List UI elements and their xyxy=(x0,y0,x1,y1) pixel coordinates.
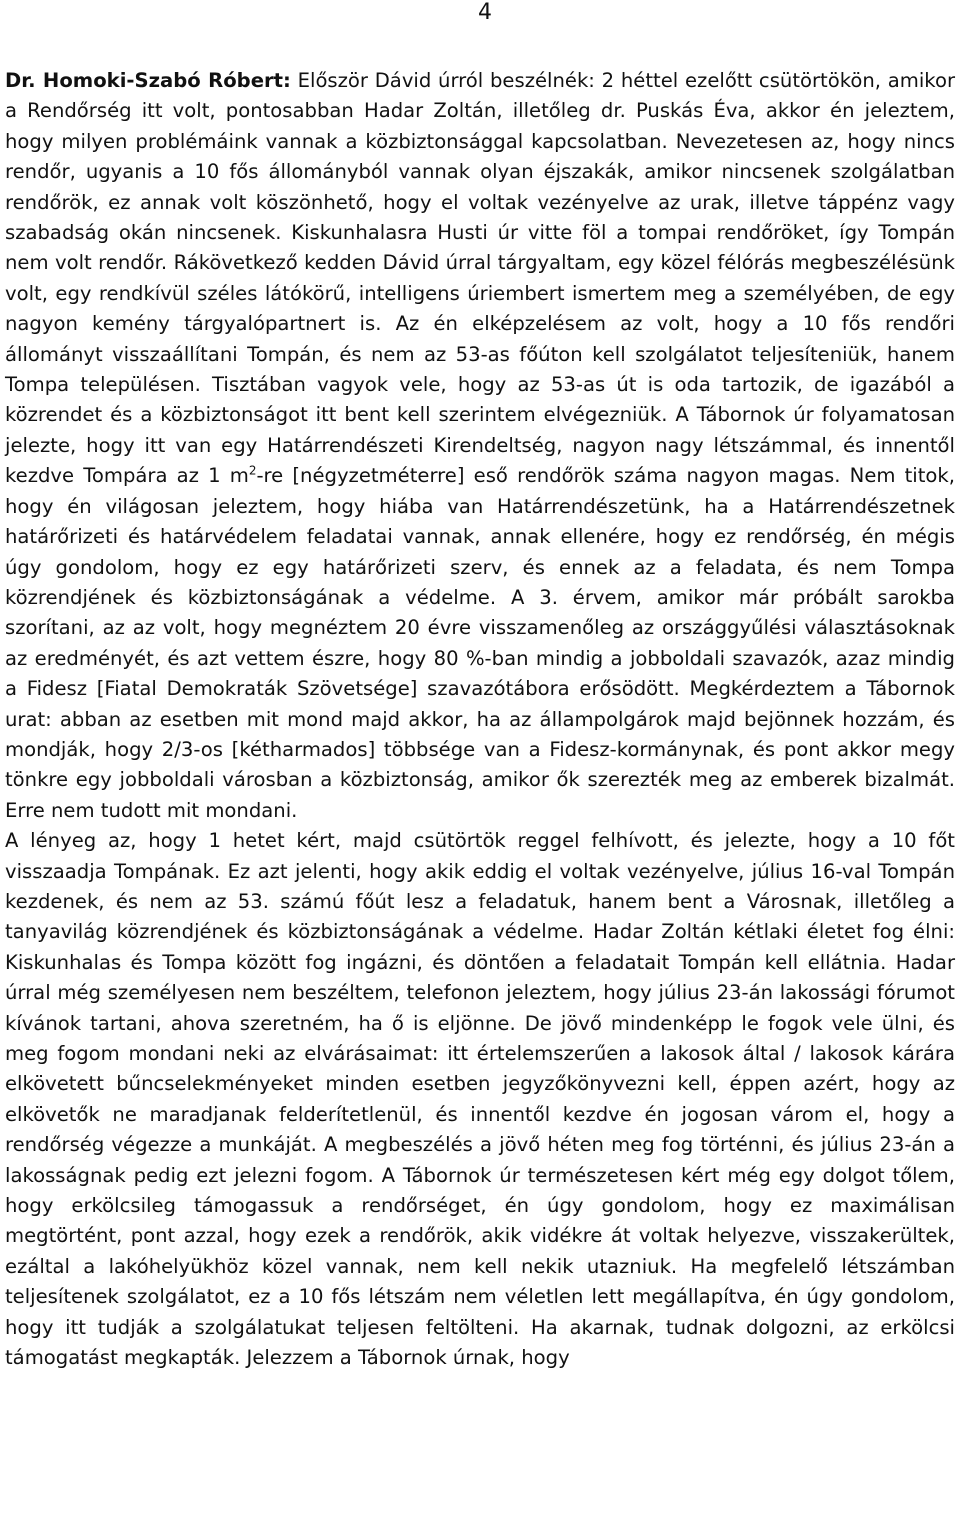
paragraph-speaker-statement xyxy=(5,66,955,826)
speaker-name: Dr. Homoki-Szabó Róbert: xyxy=(5,69,291,92)
document-body xyxy=(5,66,955,1373)
page-number: 4 xyxy=(478,0,492,25)
paragraph-text: Először Dávid úrról beszélnék: 2 héttel ezelőtt csütörtökön, amikor a Rendőrség itt volt, pontosabban Hadar Zoltán, illetőleg dr. Puskás Éva, akkor én jeleztem, hogy milyen problémáink vannak a közbiztonsággal kapcsolatban. Nevezetesen az, hogy nincs rendőr, ugyanis a 10 fős állományból vannak olyan éjszakák, amikor nincsenek szolgálatban rendőrök, ez annak volt köszönhető, hogy el voltak vezényelve az urak, illetve táppénz vagy szabadság okán nincsenek. Kiskunhalasra Husti úr vitte föl a tompai rendőröket, így Tompán nem volt rendőr. Rákövetkező kedden Dávid úrral tárgyaltam, egy közel félórás megbeszélésünk volt, egy rendkívül széles látókörű, intelligens úriembert ismertem meg a személyében, de egy nagyon kemény tárgyalópartnert is. Az én elképzelésem az volt, hogy a 10 fős rendőri állományt visszaállítani Tompán, és nem az 53-as főúton kell szolgálatot teljesíteniük, hanem Tompa településen. Tisztában vagyok vele, hogy az 53-as út is oda tartozik, de igazából a közrendet és a közbiztonságot itt bent kell szerintem elvégezniük. A Tábornok úr folyamatosan jelezte, hogy itt van egy Határrendészeti Kirendeltség, nagyon nagy létszámmal, és innentől kezdve Tompára az 1 m xyxy=(5,69,955,488)
superscript-exponent: 2 xyxy=(248,463,257,478)
paragraph-outcome: A lényeg az, hogy 1 hetet kért, majd csütörtök reggel felhívott, és jelezte, hogy a 10 főt visszaadja Tompának. Ez azt jelenti, hogy akik eddig el voltak vezényelve, július 16-val Tompán kezdenek, és nem az 53. számú főút lesz a feladatuk, hanem bent a Városnak, illetőleg a tanyavilág közrendjének és közbiztonságának a védelme. Hadar Zoltán kétlaki életet fog élni: Kiskunhalas és Tompa között fog ingázni, és döntően a feladatait Tompán kell ellátnia. Hadar úrral még személyesen nem beszéltem, telefonon jeleztem, hogy július 23-án lakossági fórumot kívánok tartani, ahova szeretném, ha ő is eljönne. De jövő mindenképp le fogok vele ülni, és meg fogom mondani neki az elvárásaimat: itt értelemszerűen a lakosok által / lakosok kárára elkövetett bűncselekményeket minden esetben jegyzőkönyvezni kell, éppen azért, hogy az elkövetők ne maradjanak felderítetlenül, és innentől kezdve én jogosan várom el, hogy a rendőrség végezze a munkáját. A megbeszélés a jövő héten meg fog történni, és július 23-án a lakosságnak pedig ezt jelezni fogom. A Tábornok úr természetesen kért még egy dolgot tőlem, hogy erkölcsileg támogassuk a rendőrséget, én úgy gondolom, hogy ez maximálisan megtörtént, pont azzal, hogy ezek a rendőrök, akik vidékre át voltak helyezve, visszakerültek, ezáltal a lakóhelyükhöz közel vannak, nem kell nekik utazniuk. Ha megfelelő létszámban teljesítenek szolgálatot, ez a 10 fős létszám nem véletlen lett megállapítva, én úgy gondolom, hogy itt tudják a szolgálatukat teljesen feltölteni. Ha akarnak, tudnak dolgozni, az erkölcsi támogatást megkapták. Jelezzem a Tábornok úrnak, hogy xyxy=(5,829,955,1370)
paragraph-text-continued: -re [négyzetméterre] eső rendőrök száma nagyon magas. Nem titok, hogy én világosan jeleztem, hogy hiába van Határrendészetünk, ha a Határrendészetnek határőrizeti és határvédelem feladatai vannak, annak ellenére, hogy ez rendőrség, én mégis úgy gondolom, hogy ez egy határőrizeti szerv, és ennek az a feladata, és nem Tompa közrendjének és közbiztonságának a védelme. A 3. érvem, amikor már próbált sarokba szorítani, az az volt, hogy megnéztem 20 évre visszamenőleg az országgyűlési választásoknak az eredményét, és azt vettem észre, hogy 80 %-ban mindig a jobboldali szavazók, azaz mindig a Fidesz [Fiatal Demokraták Szövetsége] szavazótábora erősödött. Megkérdeztem a Tábornok urat: abban az esetben mit mond majd akkor, ha az állampolgárok majd bejönnek hozzám, és mondják, hogy 2/3-os [kétharmados] többsége van a Fidesz-kormánynak, és pont akkor megy tönkre egy jobboldali városban a közbiztonság, amikor ők szerezték meg az emberek bizalmát. Erre nem tudott mit mondani. xyxy=(5,464,955,822)
